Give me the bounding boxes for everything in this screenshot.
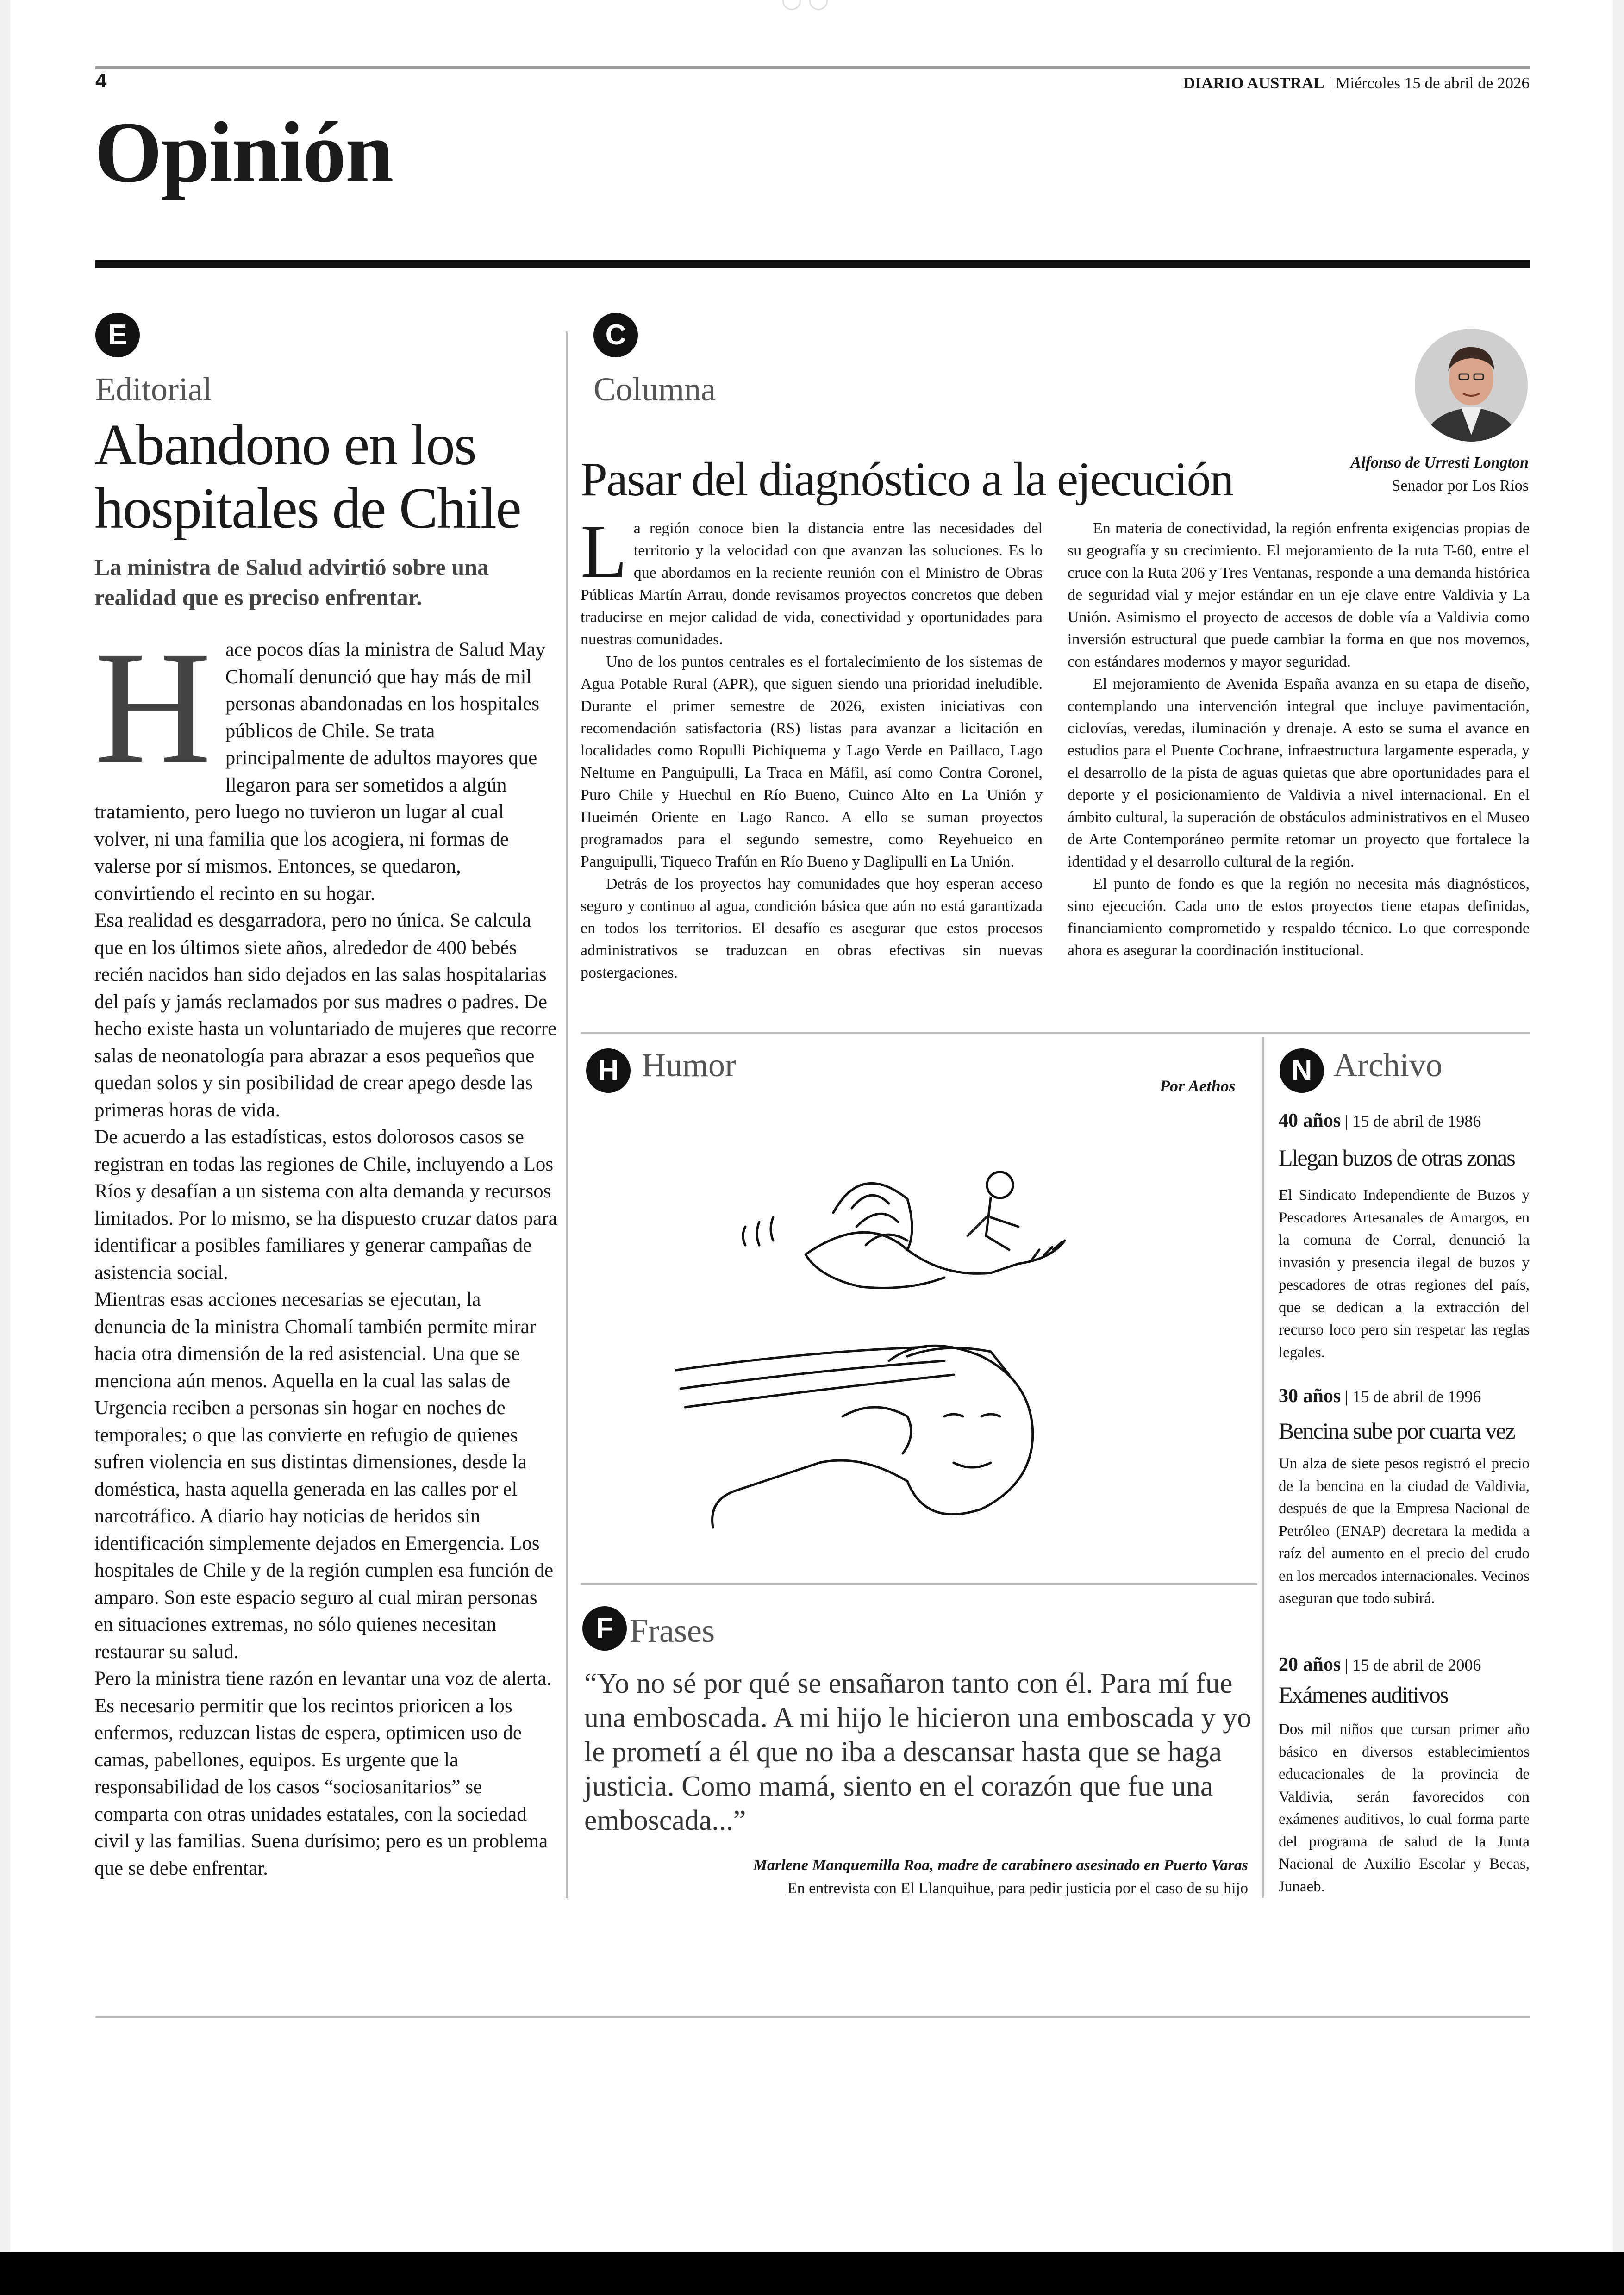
man-mouth (954, 1463, 991, 1467)
quote-attribution (753, 1854, 1248, 1900)
archivo-kicker: Archivo (1333, 1047, 1443, 1084)
author-role: Senador por Los Ríos (1392, 477, 1529, 494)
header-rule (95, 66, 1530, 69)
cartoonist-byline: Por Aethos (1160, 1077, 1236, 1095)
page-dot-icon[interactable] (809, 0, 828, 10)
editorial-kicker: Editorial (95, 371, 212, 408)
man-eyes (944, 1414, 1000, 1416)
column-paragraph: En materia de conectividad, la región enfrenta exigencias propias de su geografía y su crecimiento. El mejoramiento de la ruta T-60, entre el cruce con la Ruta 206 y Tres Ventanas, responde a una demanda histórica de seguridad vial y mejor estándar en un eje clave entre Valdivia y La Unión. Asimismo el proyecto de accesos de doble vía a Valdivia como inversión estructural que puede cambiar la forma en que nos movemos, con estándares modernos y mayor seguridad. (1068, 520, 1530, 670)
man-arm (712, 1460, 907, 1528)
viewer-bottom-bar (0, 2252, 1624, 2295)
archivo-years: 20 años (1279, 1654, 1341, 1675)
archivo-date: 20 años | 15 de abril de 2006 (1279, 1654, 1481, 1675)
section-rule (95, 260, 1530, 268)
masthead: DIARIO AUSTRAL | Miércoles 15 de abril de 2026 (1183, 74, 1530, 92)
column-headline: Pasar del diagnóstico a la ejecución (581, 453, 1233, 506)
archivo-date-text: 15 de abril de 1996 (1352, 1387, 1481, 1406)
humor-badge-icon: H (586, 1048, 631, 1093)
newspaper-name: DIARIO AUSTRAL (1183, 74, 1324, 92)
frases-badge-icon: F (582, 1606, 627, 1651)
archivo-title: Bencina sube por cuarta vez (1279, 1418, 1515, 1444)
page-number: 4 (95, 69, 107, 92)
archivo-date: 30 años | 15 de abril de 1996 (1279, 1385, 1481, 1407)
editorial-paragraph (94, 617, 557, 907)
editorial-body (94, 617, 557, 1882)
quote-context: En entrevista con El Llanquihue, para pedir justicia por el caso de su hijo (787, 1880, 1248, 1897)
column-text-left (581, 509, 1043, 984)
archivo-date-text: 15 de abril de 2006 (1352, 1656, 1481, 1674)
editorial-headline: Abandono en los hospitales de Chile (94, 413, 521, 541)
dove-feather (852, 1195, 889, 1208)
archivo-title: Llegan buzos de otras zonas (1279, 1145, 1515, 1171)
column-text-right (1068, 518, 1530, 962)
humor-kicker: Humor (642, 1047, 736, 1084)
viewer-scrollbar-track[interactable] (1613, 0, 1624, 2295)
editorial-deck: La ministra de Salud advirtió sobre una realidad que es preciso enfrentar. (94, 554, 489, 610)
column-paragraph: Detrás de los proyectos hay comunidades que hoy esperan acceso seguro y continuo al agua, condición básica que aún no está garantizada en todos los territorios. El desafío es asegurar que estos procesos administrativos se traduzcan en obras efectivas sin nuevas postergaciones. (581, 875, 1043, 981)
olive-branch (1018, 1241, 1065, 1264)
quote-text: “Yo no sé por qué se ensañaron tanto con él. Para mí fue una emboscada. A mi hijo le hicieron una emboscada y yo le prometí a él que no iba a descansar hasta que se haga justicia. Como mamá, siento en el corazón que fue una emboscada...” (584, 1668, 1252, 1836)
archivo-body: Un alza de siete pesos registró el precio de la bencina en la ciudad de Valdivia, después de que la Empresa Nacional de Petróleo (ENAP) decretara la medida a raíz del aumento en el precio del crudo en los mercados internacionales. Vecinos aseguran que todo subirá. (1279, 1455, 1530, 1607)
column-byline (1351, 451, 1529, 498)
column-kicker: Columna (593, 371, 716, 408)
rider-body (968, 1198, 1018, 1250)
dove-feather (856, 1214, 898, 1227)
olive-leaves (1032, 1242, 1062, 1259)
viewer-left-margin (0, 0, 10, 2295)
author-portrait-icon (1415, 329, 1528, 442)
page-footer-rule (95, 2016, 1530, 2018)
column-paragraph (581, 509, 1043, 651)
editorial-cartoon (667, 1157, 1134, 1537)
editorial-paragraph: Mientras esas acciones necesarias se ejecutan, la denuncia de la ministra Chomalí también permite mirar hacia otra dimensión de la red asistencial. Una que se menciona aún menos. Aquella en la cual las salas de Urgencia reciben a personas sin hogar en noches de temporales; o que las convierte en refugio de quienes sufren violencia en sus distintas dimensiones, desde la doméstica, hasta aquella generada en las calles por el narcotráfico. A diario hay noticias de heridos sin identificación simplemente dejados en Emergencia. Los hospitales de Chile y de la región cumplen esa función de amparo. Son este espacio seguro al cual miran personas en situaciones extremas, no sólo quienes necesitan restaurar su salud. (94, 1289, 554, 1663)
column-bottom-rule (581, 1032, 1530, 1034)
column-divider (566, 331, 568, 1898)
editorial-text: ace pocos días la ministra de Salud May Chomalí denunció que hay más de mil personas abandonadas en los hospitales públicos de Chile. Se trata principalmente de adultos mayores que llegaron para ser sometidos a algún tratamiento, pero luego no tuvieron un lugar al cual volver, ni una familia que los acogiera, ni formas de valerse por sí mismos. Entonces, se quedaron, convirtiendo el recinto en su hogar. (94, 639, 546, 904)
archivo-years: 30 años (1279, 1385, 1341, 1407)
editorial-paragraph: De acuerdo a las estadísticas, estos dolorosos casos se registran en todas las regiones de Chile, incluyendo a Los Ríos y desafían a un sistema con alta demanda y recursos limitados. Por lo mismo, se ha dispuesto cruzar datos para identificar a posibles familiares y generar campañas de asistencia social. (94, 1126, 557, 1284)
issue-date: Miércoles 15 de abril de 2026 (1336, 74, 1530, 92)
archivo-date-text: 15 de abril de 1986 (1352, 1112, 1481, 1130)
column-paragraph: Uno de los puntos centrales es el fortalecimiento de los sistemas de Agua Potable Rural (APR), que siguen siendo una prioridad ineludible. Durante el primer semestre de 2026, existen iniciativas con recomendación satisfactoria (RS) listas para avanzar a licitación en localidades como Ropulli Pichiquema y Lago Verde en Paillaco, Lago Neltume en Panguipulli, La Traca en Máfil, así como Contra Coronel, Puro Chile y Huechul en Río Bueno, Cuinco Alto en La Unión y Hueimén Oriente en Lago Ranco. A ello se suman proyectos programados para el segundo semestre, como Reyehueico en Panguipulli, Tiqueco Trafún en Río Bueno y Daglipulli en La Unión. (581, 653, 1043, 870)
humor-bottom-rule (581, 1583, 1257, 1585)
quote-source: Marlene Manquemilla Roa, madre de carabinero asesinado en Puerto Varas (753, 1857, 1248, 1874)
column-dropcap: L (581, 509, 627, 593)
motion-lines (743, 1217, 773, 1245)
archivo-badge-icon: N (1280, 1048, 1324, 1093)
page-nav-dots[interactable] (782, 0, 843, 14)
rider-head (987, 1172, 1013, 1198)
column-paragraph: El mejoramiento de Avenida España avanza en su etapa de diseño, contemplando una intervención integral que incluye pavimentación, ciclovías, veredas, iluminación y drenaje. A esto se suma el avance en estudios para el Puente Cochrane, infraestructura largamente esperada, y el desarrollo de la pista de aguas quietas que abre oportunidades para el deporte y el posicionamiento de Valdivia a nivel internacional. En el ámbito cultural, la superación de obstáculos administrativos en el Museo de Arte Contemporáneo permite retomar un proyecto que fortalece la identidad y el desarrollo cultural de la región. (1068, 675, 1530, 870)
section-title: Opinión (94, 104, 393, 200)
man-hand (843, 1407, 911, 1453)
archivo-years: 40 años (1279, 1110, 1341, 1131)
archivo-body: Dos mil niños que cursan primer año básico en diversos establecimientos educacionales de la provincia de Valdivia, serán favorecidos con exámenes auditivos, lo cual forma parte del programa de salud de la Junta Nacional de Auxilio Escolar y Becas, Junaeb. (1279, 1721, 1530, 1895)
author-portrait (1415, 329, 1528, 442)
archivo-title: Exámenes auditivos (1279, 1682, 1448, 1708)
editorial-paragraph: Esa realidad es desgarradora, pero no única. Se calcula que en los últimos siete años, alrededor de 400 bebés recién nacidos han sido dejados en las salas hospitalarias del país y jamás reclamados por sus madres o padres. De hecho existe hasta un voluntariado de mujeres que recorre salas de neonatología para abrazar a esos pequeños que quedan solos y sin posibilidad de crear apego desde las primeras horas de vida. (94, 910, 557, 1121)
editorial-badge-icon: E (95, 313, 140, 357)
archivo-divider (1262, 1037, 1264, 1898)
column-paragraph: El punto de fondo es que la región no necesita más diagnósticos, sino ejecución. Cada uno de estos proyectos tiene etapas definidas, financiamiento comprometido y respaldo técnico. Lo que corresponde ahora es asegurar la coordinación institucional. (1068, 875, 1530, 959)
editorial-dropcap: H (94, 617, 212, 797)
page-dot-icon[interactable] (782, 0, 801, 10)
column-badge-icon: C (593, 313, 638, 357)
author-name: Alfonso de Urresti Longton (1350, 454, 1529, 471)
archivo-body: El Sindicato Independiente de Buzos y Pescadores Artesanales de Amargos, en la comuna de Corral, denunció la invasión y presencia ilegal de buzos y pescadores de otras regiones del país, que se dedican a la extracción del recurso loco pero sin respetar las reglas legales. (1279, 1187, 1530, 1361)
wind-lines (676, 1347, 954, 1407)
editorial-paragraph: Pero la ministra tiene razón en levantar una voz de alerta. Es necesario permitir que los recintos prioricen a los enfermos, reduzcan listas de espera, optimicen uso de camas, pabellones, equipos. Es urgente que la responsabilidad de los casos “sociosanitarios” se comparta con otras unidades estatales, con la sociedad civil y las familias. Suena durísimo; pero es un problema que se debe enfrentar. (94, 1668, 552, 1879)
frases-kicker: Frases (630, 1612, 715, 1649)
archivo-date: 40 años | 15 de abril de 1986 (1279, 1110, 1481, 1131)
column-text: a región conoce bien la distancia entre las necesidades del territorio y la velocidad con que avanzan las soluciones. Es lo que abordamos en la reciente reunión con el Ministro de Obras Públicas Martín Arrau, donde revisamos proyectos concretos que deben traducirse en mejor calidad de vida, conectividad y oportunidades para nuestras comunidades. (581, 520, 1043, 648)
